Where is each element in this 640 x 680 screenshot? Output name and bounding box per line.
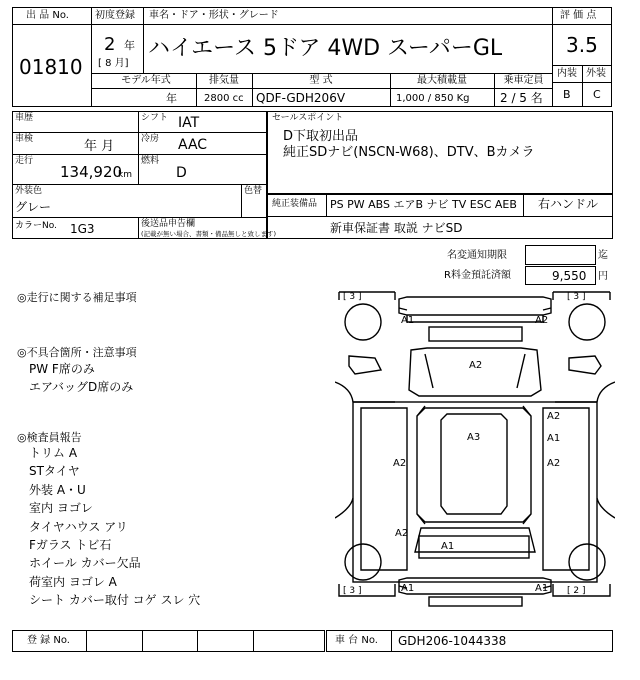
mark-rear-bumper-right: A1 xyxy=(535,583,549,594)
inspector-line: トリム A xyxy=(29,446,78,460)
mark-right-upper: A2 xyxy=(547,411,561,422)
bracket-bottom-left: [ 3 ] xyxy=(343,586,362,596)
mileage-unit: km xyxy=(118,170,132,180)
color-no-value: 1G3 xyxy=(70,222,95,236)
defect-line: エアバッグD席のみ xyxy=(29,380,134,394)
equipment-label: 純正装備品 xyxy=(272,199,318,209)
mark-rear-panel: A1 xyxy=(441,541,455,552)
mark-left-side: A2 xyxy=(393,458,407,469)
chassis-number: GDH206-1044338 xyxy=(398,634,507,648)
mileage-value: 134,920 xyxy=(60,163,123,181)
interior-grade: B xyxy=(563,88,571,101)
mark-right-mid: A1 xyxy=(547,433,561,444)
shift-value: IAT xyxy=(178,115,200,131)
documents-value: 新車保証書 取説 ナビSD xyxy=(330,221,463,235)
inspector-line: シート カバー取付 コゲ スレ 穴 xyxy=(29,593,201,607)
max-load-value: 1,000 / 850 Kg xyxy=(396,93,470,104)
type-value: QDF-GDH206V xyxy=(256,91,346,105)
fuel-value: D xyxy=(176,165,187,181)
exterior-label: 外装 xyxy=(586,68,606,79)
inspector-line: STタイヤ xyxy=(29,464,80,478)
steering-value: 右ハンドル xyxy=(538,197,599,211)
capacity-value: 2 / 5 名 xyxy=(500,91,543,105)
capacity-label: 乗車定員 xyxy=(503,75,544,86)
inspector-line: タイヤハウス アリ xyxy=(29,520,128,534)
car-name-label: 車名・ドア・形状・グレード xyxy=(149,10,279,21)
inspector-line: 外装 A・U xyxy=(29,483,86,497)
name-change-label: 名変通知期限 xyxy=(447,250,507,261)
recolor-label: 色替 xyxy=(244,186,263,196)
color-no-label: カラーNo. xyxy=(15,221,57,231)
lot-number: 01810 xyxy=(19,55,83,79)
mark-front-right: A2 xyxy=(535,315,549,326)
recycle-value: 9,550 xyxy=(552,269,587,283)
mark-right-lower: A2 xyxy=(547,458,561,469)
vehicle-details-box xyxy=(12,111,267,239)
car-name: ハイエース 5ドア 4WD スーパーGL xyxy=(148,36,503,61)
type-label: 型 式 xyxy=(309,75,333,86)
sales-point-label: セールスポイント xyxy=(272,113,344,123)
color-label: 外装色 xyxy=(15,186,43,196)
bracket-top-left: [ 3 ] xyxy=(343,292,362,302)
inspection-value: 年 月 xyxy=(84,139,115,154)
displacement-label: 排気量 xyxy=(209,75,239,86)
inspector-line: Fガラス トビ石 xyxy=(29,538,112,552)
sales-point-line1: D下取初出品 xyxy=(283,129,359,144)
mileage-label: 走行 xyxy=(15,156,34,166)
max-load-label: 最大積載量 xyxy=(417,75,467,86)
mark-rear-bumper-left: A1 xyxy=(401,583,415,594)
ac-label: 冷房 xyxy=(141,134,160,144)
exterior-grade: C xyxy=(593,88,601,101)
shift-label: シフト xyxy=(141,113,169,123)
lot-label: 出 品 No. xyxy=(26,10,69,21)
mark-front-left: A1 xyxy=(401,315,415,326)
model-year-label: モデル年式 xyxy=(121,75,171,86)
grade-label: 評 価 点 xyxy=(560,10,597,21)
fuel-label: 燃料 xyxy=(141,156,160,166)
defects-title: ◎不具合箇所・注意事項 xyxy=(17,346,137,359)
overall-grade: 3.5 xyxy=(566,33,598,57)
year-unit: 年 xyxy=(124,39,135,52)
registration-label: 登 録 No. xyxy=(27,635,70,646)
interior-label: 内装 xyxy=(557,68,577,79)
first-reg-month: [ 8 月] xyxy=(98,58,129,69)
name-change-unit: 迄 xyxy=(598,250,608,261)
first-reg-year: 2 xyxy=(104,34,116,55)
aftermarket-note: (記載が無い場合、書類・備品無しと致します) xyxy=(141,230,277,238)
inspection-label: 車検 xyxy=(15,134,34,144)
inspector-title: ◎検査員報告 xyxy=(17,431,82,444)
mark-rear-left-corner: A2 xyxy=(395,528,409,539)
model-year-value: 年 xyxy=(166,92,177,105)
sales-point-line2: 純正SDナビ(NSCN-W68)、DTV、Bカメラ xyxy=(283,145,535,160)
recycle-label: R料金預託済額 xyxy=(444,270,511,281)
recycle-unit: 円 xyxy=(598,271,608,282)
name-change-field xyxy=(525,245,596,265)
vehicle-damage-diagram xyxy=(335,288,615,608)
bracket-bottom-right: [ 2 ] xyxy=(567,586,586,596)
mark-hood: A2 xyxy=(469,360,483,371)
inspector-line: 荷室内 ヨゴレ A xyxy=(29,575,117,589)
equipment-value: PS PW ABS エアB ナビ TV ESC AEB xyxy=(330,198,517,211)
aftermarket-label: 後送品申告欄 xyxy=(141,219,196,229)
history-label: 車歴 xyxy=(15,113,34,123)
ac-value: AAC xyxy=(178,137,208,153)
color-value: グレー xyxy=(15,200,52,214)
driving-notes-title: ◎走行に関する補足事項 xyxy=(17,291,137,304)
defect-line: PW F席のみ xyxy=(29,362,95,376)
bracket-top-right: [ 3 ] xyxy=(567,292,586,302)
inspector-line: ホイール カバー欠品 xyxy=(29,556,141,570)
inspector-line: 室内 ヨゴレ xyxy=(29,501,93,515)
mark-roof: A3 xyxy=(467,432,481,443)
displacement-value: 2800 cc xyxy=(204,93,244,104)
chassis-label: 車 台 No. xyxy=(335,635,378,646)
first-reg-label: 初度登録 xyxy=(95,10,135,21)
